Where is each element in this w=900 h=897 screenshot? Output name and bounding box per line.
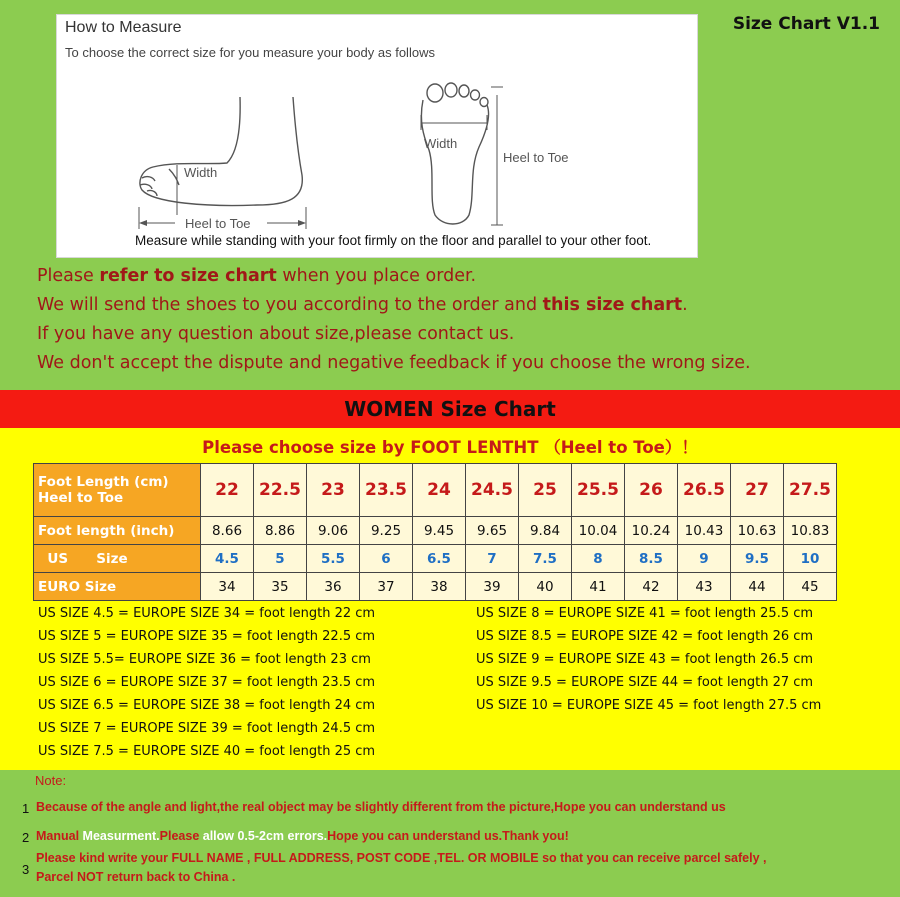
table-row-us [34, 545, 837, 573]
table-row-inch [34, 517, 837, 545]
note-3-text-line-2: Parcel NOT return back to China . [36, 870, 236, 884]
size-us-cell: 8 [572, 545, 625, 573]
size-cm-cell: 27 [731, 464, 784, 517]
size-us-cell: 5.5 [307, 545, 360, 573]
note-1-number: 1 [22, 801, 30, 816]
conversion-item: US SIZE 4.5 = EUROPE SIZE 34 = foot length 22 cm [38, 606, 376, 621]
size-table [33, 463, 837, 601]
conversion-item: US SIZE 9 = EUROPE SIZE 43 = foot length 26.5 cm [476, 652, 814, 667]
size-cm-cell: 22.5 [254, 464, 307, 517]
size-cm-cell: 24.5 [466, 464, 519, 517]
size-us-cell: 7 [466, 545, 519, 573]
conversion-item: US SIZE 10 = EUROPE SIZE 45 = foot length 27.5 cm [476, 698, 822, 713]
size-euro-cell: 37 [360, 573, 413, 601]
note-line-2: We will send the shoes to you according to the order and this size chart. [37, 295, 688, 315]
conversion-item: US SIZE 8.5 = EUROPE SIZE 42 = foot length 26 cm [476, 629, 814, 644]
version-label: Size Chart V1.1 [732, 14, 880, 34]
note-2-text: Manual Measurment.Please allow 0.5-2cm errors.Hope you can understand us.Thank you! [36, 829, 569, 843]
conversion-item: US SIZE 7 = EUROPE SIZE 39 = foot length 24.5 cm [38, 721, 376, 736]
size-cm-cell: 24 [413, 464, 466, 517]
size-inch-cell: 10.83 [784, 517, 837, 545]
size-inch-cell: 9.25 [360, 517, 413, 545]
size-inch-cell: 10.43 [678, 517, 731, 545]
size-us-cell: 8.5 [625, 545, 678, 573]
size-cm-cell: 26.5 [678, 464, 731, 517]
conversion-item: US SIZE 7.5 = EUROPE SIZE 40 = foot length 25 cm [38, 744, 376, 759]
size-inch-cell: 10.63 [731, 517, 784, 545]
size-us-cell: 6.5 [413, 545, 466, 573]
side-width-label: Width [184, 165, 218, 180]
table-row-euro [34, 573, 837, 601]
size-us-cell: 7.5 [519, 545, 572, 573]
measure-caption: Measure while standing with your foot firmly on the floor and parallel to your other foot. [135, 233, 652, 248]
size-cm-cell: 23.5 [360, 464, 413, 517]
size-cm-cell: 26 [625, 464, 678, 517]
note-2-number: 2 [22, 830, 30, 845]
size-euro-cell: 41 [572, 573, 625, 601]
note-3-text-line-1: Please kind write your FULL NAME , FULL ADDRESS, POST CODE ,TEL. OR MOBILE so that you can receive parcel safely , [36, 851, 767, 865]
header-foot-length-inch: Foot length (inch) [34, 517, 201, 545]
size-cm-cell: 25 [519, 464, 572, 517]
conversion-item: US SIZE 6 = EUROPE SIZE 37 = foot length 23.5 cm [38, 675, 376, 690]
size-inch-cell: 9.84 [519, 517, 572, 545]
size-us-cell: 10 [784, 545, 837, 573]
size-inch-cell: 10.24 [625, 517, 678, 545]
size-cm-cell: 27.5 [784, 464, 837, 517]
conversion-item: US SIZE 5 = EUROPE SIZE 35 = foot length 22.5 cm [38, 629, 376, 644]
size-inch-cell: 9.06 [307, 517, 360, 545]
size-euro-cell: 39 [466, 573, 519, 601]
side-foot-illustration [139, 97, 306, 229]
size-inch-cell: 8.86 [254, 517, 307, 545]
how-to-measure-panel [56, 14, 698, 258]
conversion-item: US SIZE 6.5 = EUROPE SIZE 38 = foot length 24 cm [38, 698, 376, 713]
size-euro-cell: 45 [784, 573, 837, 601]
note-3-number: 3 [22, 862, 30, 877]
note-1-text: Because of the angle and light,the real object may be slightly different from the picture,Hope you can understand us [36, 800, 726, 814]
size-euro-cell: 35 [254, 573, 307, 601]
size-us-cell: 4.5 [201, 545, 254, 573]
table-row-cm [34, 464, 837, 517]
header-us-size: US Size [34, 545, 201, 573]
size-us-cell: 5 [254, 545, 307, 573]
size-cm-cell: 23 [307, 464, 360, 517]
top-foot-illustration [421, 83, 503, 225]
foot-diagrams [57, 75, 697, 235]
size-us-cell: 9.5 [731, 545, 784, 573]
size-inch-cell: 10.04 [572, 517, 625, 545]
conversion-item: US SIZE 8 = EUROPE SIZE 41 = foot length 25.5 cm [476, 606, 814, 621]
conversions-left [38, 606, 375, 767]
top-width-label: Width [424, 136, 458, 151]
size-euro-cell: 36 [307, 573, 360, 601]
size-euro-cell: 40 [519, 573, 572, 601]
side-heel-to-toe-label: Heel to Toe [185, 216, 251, 231]
size-cm-cell: 25.5 [572, 464, 625, 517]
size-inch-cell: 9.45 [413, 517, 466, 545]
size-us-cell: 9 [678, 545, 731, 573]
measure-title: How to Measure [65, 19, 182, 36]
size-inch-cell: 9.65 [466, 517, 519, 545]
size-cm-cell: 22 [201, 464, 254, 517]
measure-subtitle: To choose the correct size for you measure your body as follows [65, 45, 435, 60]
size-euro-cell: 34 [201, 573, 254, 601]
note-line-4: We don't accept the dispute and negative feedback if you choose the wrong size. [37, 353, 751, 373]
women-size-chart-title: WOMEN Size Chart [344, 397, 556, 421]
size-euro-cell: 38 [413, 573, 466, 601]
size-euro-cell: 42 [625, 573, 678, 601]
size-inch-cell: 8.66 [201, 517, 254, 545]
conversion-item: US SIZE 5.5= EUROPE SIZE 36 = foot length 23 cm [38, 652, 371, 667]
header-euro-size: EURO Size [34, 573, 201, 601]
note-line-1: Please refer to size chart when you place order. [37, 266, 477, 286]
size-us-cell: 6 [360, 545, 413, 573]
size-euro-cell: 43 [678, 573, 731, 601]
conversion-item: US SIZE 9.5 = EUROPE SIZE 44 = foot length 27 cm [476, 675, 814, 690]
top-heel-to-toe-label: Heel to Toe [503, 150, 569, 165]
note-line-3: If you have any question about size,please contact us. [37, 324, 515, 344]
note-label: Note: [35, 773, 67, 788]
choose-size-instruction: Please choose size by FOOT LENTHT （Heel to Toe）！ [202, 438, 698, 457]
conversions-right [476, 606, 821, 721]
header-foot-length-cm: Foot Length (cm) Heel to Toe [34, 464, 201, 517]
size-euro-cell: 44 [731, 573, 784, 601]
